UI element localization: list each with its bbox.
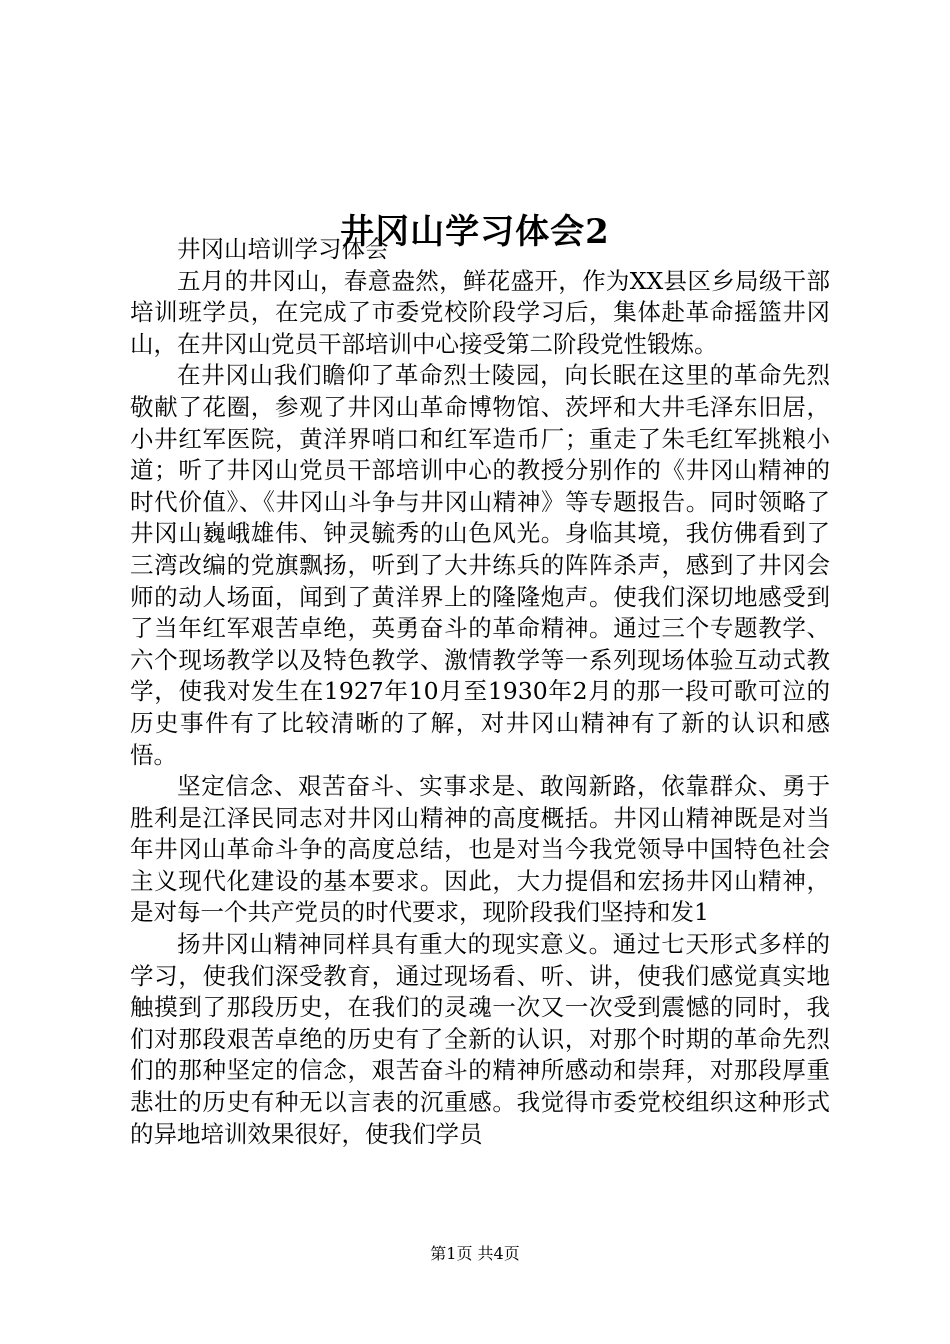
paragraph: 扬井冈山精神同样具有重大的现实意义。通过七天形式多样的学习，使我们深受教育，通过现场看、听、讲，使我们感觉真实地触摸到了那段历史，在我们的灵魂一次又一次受到震憾的同时，我们对那段艰苦卓绝的历史有了全新的认识，对那个时期的革命先烈们的那种坚定的信念，艰苦奋斗的精神所感动和崇拜，对那段厚重悲壮的历史有种无以言表的沉重感。我觉得市委党校组织这种形式的异地培训效果很好，使我们学员 <box>130 930 830 1148</box>
paragraph: 五月的井冈山，春意盎然，鲜花盛开，作为XX县区乡局级干部培训班学员，在完成了市委党校阶段学习后，集体赴革命摇篮井冈山，在井冈山党员干部培训中心接受第二阶段党性锻炼。 <box>130 266 830 358</box>
page-title: 井冈山学习体会2 <box>340 211 610 252</box>
paragraph: 坚定信念、艰苦奋斗、实事求是、敢闯新路，依靠群众、勇于胜利是江泽民同志对井冈山精神的高度概括。井冈山精神既是对当年井冈山革命斗争的高度总结，也是对当今我党领导中国特色社会主义现代化建设的基本要求。因此，大力提倡和宏扬井冈山精神，是对每一个共产党员的时代要求，现阶段我们坚持和发1 <box>130 772 830 927</box>
paragraph: 井冈山培训学习体会 <box>177 235 389 263</box>
paragraph: 在井冈山我们瞻仰了革命烈士陵园，向长眠在这里的革命先烈敬献了花圈，参观了井冈山革命博物馆、茨坪和大井毛泽东旧居，小井红军医院，黄洋界哨口和红军造币厂；重走了朱毛红军挑粮小道；听了井冈山党员干部培训中心的教授分别作的《井冈山精神的时代价值》、《井冈山斗争与井冈山精神》等专题报告。同时领略了井冈山巍峨雄伟、钟灵毓秀的山色风光。身临其境，我仿佛看到了三湾改编的党旗飘扬，听到了大井练兵的阵阵杀声，感到了井冈会师的动人场面，闻到了黄洋界上的隆隆炮声。使我们深切地感受到了当年红军艰苦卓绝，英勇奋斗的革命精神。通过三个专题教学、六个现场教学以及特色教学、激情教学等一系列现场体验互动式教学，使我对发生在1927年10月至1930年2月的那一段可歌可泣的历史事件有了比较清晰的了解，对井冈山精神有了新的认识和感悟。 <box>130 361 830 769</box>
page-number: 第1页 共4页 <box>430 1244 520 1263</box>
document-body <box>130 234 830 1150</box>
